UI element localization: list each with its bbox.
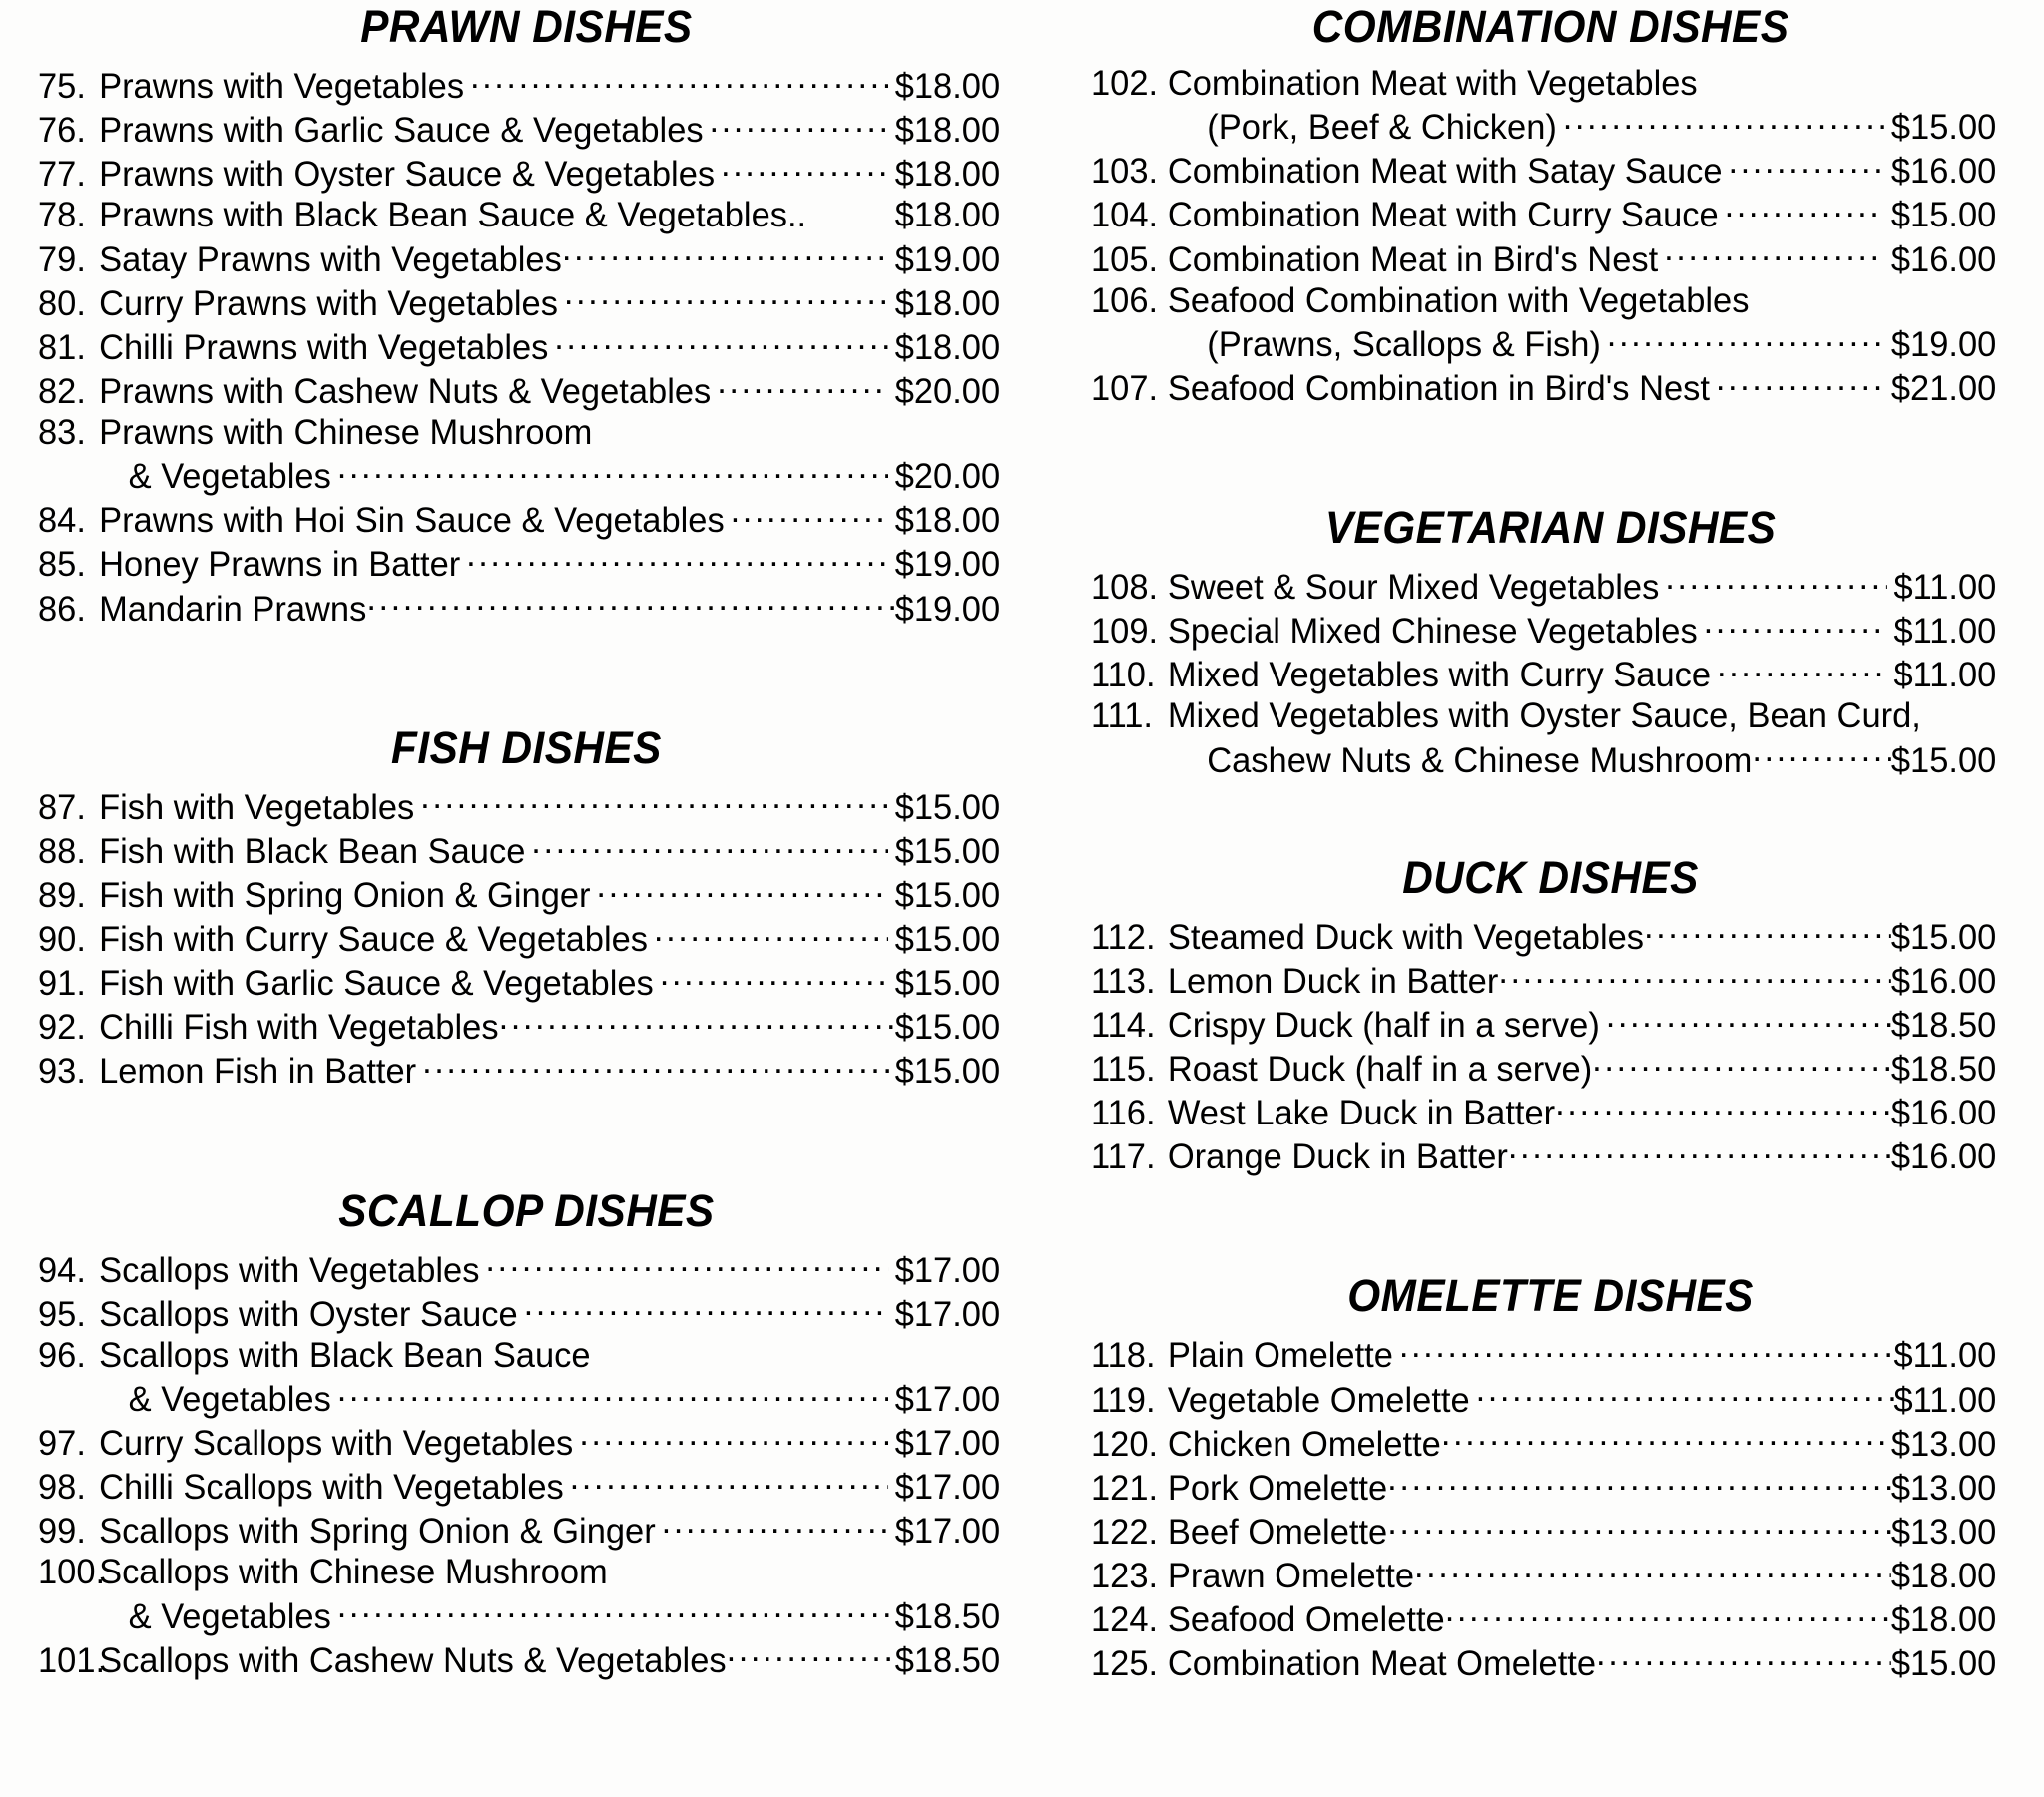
item-number: 115. (1090, 1050, 1156, 1089)
item-name: (Pork, Beef & Chicken) (1207, 108, 1557, 148)
item-name: Prawns with Chinese Mushroom (99, 413, 593, 452)
item-number: 100. (38, 1553, 106, 1592)
item-name: Curry Prawns with Vegetables (99, 283, 558, 323)
menu-item (38, 1464, 1000, 1508)
menu-item (1091, 695, 1996, 736)
dot-leader (596, 872, 887, 907)
item-name: Seafood Omelette (1167, 1600, 1445, 1640)
section-title-combination-dishes: COMBINATION DISHES (1311, 1, 1789, 52)
dot-leader (1606, 1002, 1891, 1037)
menu-item (38, 107, 1000, 151)
item-number: 109. (1090, 612, 1158, 652)
menu-item (38, 324, 1000, 368)
item-name: Scallops with Chinese Mushroom (99, 1553, 608, 1592)
item-name: Vegetable Omelette (1167, 1380, 1470, 1420)
item-name: Combination Meat in Bird's Nest (1167, 239, 1659, 279)
dot-leader (1724, 192, 1883, 226)
item-price: $15.00 (894, 1052, 1001, 1092)
dot-leader (579, 1420, 888, 1455)
item-name: Steamed Duck with Vegetables (1167, 917, 1644, 957)
item-name: Combination Meat with Vegetables (1167, 64, 1698, 103)
menu-column-right (1027, 0, 2020, 1797)
item-number: 101. (38, 1640, 106, 1680)
section-gap (1091, 781, 2010, 855)
dot-leader (466, 541, 888, 576)
item-number: 108. (1090, 568, 1158, 607)
menu-item (38, 412, 1000, 453)
section-gap (38, 1093, 1015, 1188)
item-price: $17.00 (894, 1250, 1001, 1290)
item-name: Chilli Prawns with Vegetables (99, 327, 549, 367)
item-name: Beef Omelette (1167, 1512, 1388, 1552)
item-name: Lemon Fish in Batter (99, 1052, 417, 1092)
menu-item (1091, 1596, 1996, 1640)
item-price: $16.00 (1890, 1094, 1997, 1133)
item-name: Mixed Vegetables with Oyster Sauce, Bean Curd, (1167, 696, 1921, 736)
dot-leader (1592, 1046, 1891, 1081)
item-name: Satay Prawns with Vegetables (99, 239, 562, 279)
item-name: Roast Duck (half in a serve) (1167, 1050, 1593, 1089)
dot-leader (337, 453, 888, 488)
item-name: Curry Scallops with Vegetables (99, 1424, 574, 1463)
item-price: $18.00 (1890, 1557, 1997, 1595)
item-number: 79. (38, 239, 86, 279)
section-title-duck-dishes: DUCK DISHES (1402, 851, 1699, 903)
item-number: 75. (38, 67, 86, 106)
menu-item (38, 151, 1000, 195)
dot-leader (1563, 104, 1884, 139)
dot-leader (1752, 737, 1891, 772)
item-price: $20.00 (894, 457, 1001, 497)
item-number: 78. (38, 196, 86, 235)
item-name: Prawns with Black Bean Sauce & Vegetables.. (99, 196, 807, 235)
dot-leader (660, 960, 888, 995)
menu-item (1091, 564, 1996, 608)
item-number: 111. (1090, 696, 1153, 736)
item-list-duck-dishes (1091, 914, 2010, 1178)
dot-leader (554, 324, 888, 359)
item-number: 76. (38, 111, 86, 151)
menu-item (38, 960, 1000, 1004)
dot-leader (422, 1048, 895, 1083)
item-price: $15.00 (1890, 1644, 1997, 1684)
item-number: 80. (38, 283, 86, 323)
item-number: 89. (38, 875, 86, 915)
dot-leader (1387, 1509, 1891, 1544)
item-name: Mandarin Prawns (99, 589, 367, 629)
item-number: 82. (38, 371, 86, 411)
item-name: Chilli Scallops with Vegetables (99, 1468, 564, 1508)
menu-item (38, 1552, 1000, 1592)
dot-leader (1475, 1377, 1893, 1412)
item-number: 92. (38, 1008, 86, 1048)
menu-item (1091, 1465, 1996, 1509)
item-price: $15.00 (1890, 917, 1997, 957)
dot-leader (1703, 608, 1886, 643)
menu-item-continuation (1091, 321, 1996, 365)
item-price: $15.00 (1890, 108, 1997, 148)
item-number: 121. (1090, 1468, 1158, 1508)
item-number: 84. (38, 501, 86, 541)
item-price: $11.00 (1893, 1380, 1997, 1420)
section-title-fish-dishes: FISH DISHES (391, 721, 662, 773)
section-title-prawn-dishes: PRAWN DISHES (360, 1, 693, 52)
menu-item (1091, 236, 1996, 280)
item-number: 99. (38, 1512, 86, 1552)
item-price: $18.50 (894, 1640, 1001, 1680)
item-name: Lemon Duck in Batter (1167, 961, 1499, 1001)
item-number: 114. (1090, 1005, 1156, 1045)
dot-leader (1665, 564, 1886, 599)
item-number: 110. (1090, 656, 1156, 695)
item-name: Combination Meat Omelette (1167, 1644, 1596, 1684)
dot-leader (564, 280, 888, 315)
item-name: Orange Duck in Batter (1167, 1137, 1508, 1177)
menu-item (1091, 1332, 1996, 1376)
item-price: $18.00 (894, 501, 1001, 541)
item-name: Fish with Black Bean Sauce (99, 831, 526, 871)
dot-leader (1399, 1332, 1894, 1367)
item-name: Seafood Combination with Vegetables (1167, 280, 1750, 320)
dot-leader (1414, 1553, 1891, 1587)
item-price: $18.00 (894, 111, 1001, 151)
menu-item (38, 916, 1000, 960)
dot-leader (470, 63, 888, 98)
item-price: $11.00 (1893, 568, 1997, 607)
item-number: 124. (1090, 1600, 1158, 1640)
item-price: $15.00 (894, 787, 1001, 827)
menu-item (38, 828, 1000, 872)
item-name: Honey Prawns in Batter (99, 545, 461, 585)
menu-item (38, 497, 1000, 541)
dot-leader (1498, 958, 1891, 993)
dot-leader (1387, 1465, 1891, 1500)
item-number: 102. (1090, 64, 1158, 103)
dot-leader (731, 497, 888, 532)
item-price: $19.00 (1890, 324, 1997, 364)
menu-item (38, 1048, 1000, 1092)
item-name: Prawns with Vegetables (99, 67, 465, 106)
item-price: $18.50 (1890, 1050, 1997, 1089)
item-name: Fish with Vegetables (99, 787, 415, 827)
item-name: Special Mixed Chinese Vegetables (1167, 612, 1698, 652)
item-number: 112. (1090, 917, 1156, 957)
item-price: $18.50 (894, 1596, 1001, 1636)
menu-item (1091, 1377, 1996, 1421)
item-price: $11.00 (1893, 1336, 1997, 1376)
item-name: & Vegetables (128, 1379, 331, 1419)
dot-leader (1644, 914, 1891, 949)
menu-item (1091, 1133, 1996, 1177)
dot-leader (1508, 1133, 1891, 1168)
dot-leader (499, 1004, 895, 1039)
item-name: Seafood Combination in Bird's Nest (1167, 368, 1710, 408)
item-list-omelette-dishes (1091, 1332, 2010, 1684)
dot-leader (1555, 1090, 1891, 1124)
item-price: $15.00 (894, 875, 1001, 915)
item-price: $19.00 (894, 589, 1001, 629)
menu-item (38, 236, 1000, 280)
item-name: Fish with Curry Sauce & Vegetables (99, 920, 649, 959)
item-name: Prawns with Oyster Sauce & Vegetables (99, 155, 716, 195)
item-price: $15.00 (894, 964, 1001, 1004)
item-price: $13.00 (1890, 1424, 1997, 1464)
menu-item (1091, 1640, 1996, 1684)
item-number: 83. (38, 413, 86, 452)
item-number: 122. (1090, 1512, 1158, 1552)
item-number: 87. (38, 787, 86, 827)
menu-item (38, 1247, 1000, 1291)
item-number: 91. (38, 964, 86, 1004)
item-name: Scallops with Cashew Nuts & Vegetables (99, 1640, 727, 1680)
item-name: Cashew Nuts & Chinese Mushroom (1207, 740, 1753, 780)
item-name: Crispy Duck (half in a serve) (1167, 1005, 1600, 1045)
item-price: $15.00 (894, 1008, 1001, 1048)
item-name: West Lake Duck in Batter (1167, 1094, 1556, 1133)
item-number: 118. (1090, 1336, 1156, 1376)
menu-item (38, 1004, 1000, 1048)
item-name: (Prawns, Scallops & Fish) (1207, 324, 1601, 364)
item-price: $16.00 (1890, 239, 1997, 279)
dot-leader (570, 1464, 888, 1499)
item-name: Combination Meat with Satay Sauce (1167, 152, 1723, 192)
item-name: Mixed Vegetables with Curry Sauce (1167, 656, 1711, 695)
item-price: $18.00 (894, 155, 1001, 195)
menu-item (1091, 1509, 1996, 1553)
item-list-scallop-dishes (38, 1247, 1015, 1681)
section-title-vegetarian-dishes: VEGETARIAN DISHES (1324, 502, 1777, 553)
item-price: $18.00 (1890, 1600, 1997, 1640)
dot-leader (562, 236, 888, 271)
item-number: 123. (1090, 1557, 1158, 1595)
dot-leader (1441, 1421, 1891, 1456)
section-combination-dishes (1091, 0, 2010, 409)
item-number: 90. (38, 920, 86, 959)
item-number: 86. (38, 589, 86, 629)
dot-leader (1607, 321, 1884, 356)
menu-item (38, 872, 1000, 916)
menu-item (1091, 1421, 1996, 1465)
item-number: 103. (1090, 152, 1158, 192)
menu-item (38, 280, 1000, 324)
dot-leader (1596, 1640, 1891, 1675)
item-number: 81. (38, 327, 86, 367)
item-price: $16.00 (1890, 1137, 1997, 1177)
item-name: Chicken Omelette (1167, 1424, 1441, 1464)
menu-item-continuation (1091, 737, 1996, 781)
dot-leader (366, 586, 894, 621)
section-gap (1091, 1177, 2010, 1273)
item-price: $18.00 (894, 283, 1001, 323)
item-name: & Vegetables (128, 457, 331, 497)
item-name: Sweet & Sour Mixed Vegetables (1167, 568, 1660, 607)
dot-leader (531, 828, 888, 863)
dot-leader (337, 1593, 895, 1628)
menu-item (38, 195, 1000, 235)
item-price: $11.00 (1893, 612, 1997, 652)
menu-item (1091, 148, 1996, 192)
menu-item (1091, 192, 1996, 235)
item-name: Prawns with Cashew Nuts & Vegetables (99, 371, 712, 411)
item-number: 105. (1090, 239, 1158, 279)
dot-leader (727, 1637, 895, 1672)
item-price: $17.00 (894, 1379, 1001, 1419)
menu-item (1091, 365, 1996, 409)
dot-leader (1664, 236, 1884, 271)
dot-leader (1716, 365, 1884, 400)
dot-leader (717, 368, 888, 403)
dot-leader (420, 784, 888, 819)
menu-item-continuation (38, 1593, 1000, 1637)
menu-item (38, 1335, 1000, 1376)
item-number: 106. (1090, 280, 1158, 320)
item-name: Combination Meat with Curry Sauce (1167, 196, 1719, 235)
item-number: 104. (1090, 196, 1158, 235)
section-title-scallop-dishes: SCALLOP DISHES (338, 1184, 715, 1236)
section-scallop-dishes (38, 1184, 1015, 1681)
dot-leader (485, 1247, 887, 1282)
item-number: 125. (1090, 1644, 1158, 1684)
item-name: Chilli Fish with Vegetables (99, 1008, 499, 1048)
section-vegetarian-dishes (1090, 502, 2010, 781)
item-price: $17.00 (894, 1468, 1001, 1508)
dot-leader (662, 1508, 888, 1543)
item-price: $17.00 (894, 1512, 1001, 1552)
item-number: 116. (1090, 1094, 1156, 1133)
section-duck-dishes (1090, 851, 2010, 1178)
item-list-fish-dishes (38, 784, 1015, 1093)
item-list-combination-dishes (1091, 63, 2010, 409)
menu-item (1091, 1553, 1996, 1596)
dot-leader (654, 916, 888, 951)
menu-item (1091, 958, 1996, 1002)
menu-item (38, 586, 1000, 630)
item-price: $18.00 (894, 67, 1001, 106)
menu-item-continuation (1091, 104, 1996, 148)
item-name: Scallops with Spring Onion & Ginger (99, 1512, 656, 1552)
item-number: 93. (38, 1052, 86, 1092)
menu-column-left (24, 0, 1027, 1797)
item-name: Fish with Spring Onion & Ginger (99, 875, 591, 915)
section-fish-dishes (38, 721, 1015, 1093)
menu-item-continuation (38, 453, 1000, 497)
menu-item (38, 1291, 1000, 1335)
item-price: $15.00 (894, 920, 1001, 959)
item-name: Fish with Garlic Sauce & Vegetables (99, 964, 654, 1004)
item-list-vegetarian-dishes (1091, 564, 2010, 781)
item-number: 96. (38, 1335, 86, 1375)
item-number: 77. (38, 155, 86, 195)
menu-item (1091, 1002, 1996, 1046)
item-name: Plain Omelette (1167, 1336, 1393, 1376)
item-price: $21.00 (1890, 368, 1997, 408)
menu-item (1091, 608, 1996, 652)
item-price: $11.00 (1893, 656, 1997, 695)
dot-leader (337, 1376, 888, 1411)
menu-item (38, 63, 1000, 107)
menu-item (38, 1637, 1000, 1681)
item-price: $18.00 (894, 196, 1001, 235)
item-price: $19.00 (894, 545, 1001, 585)
dot-leader (710, 107, 888, 142)
menu-item (38, 1508, 1000, 1552)
item-price: $16.00 (1890, 961, 1997, 1001)
menu-item (1091, 914, 1996, 958)
section-prawn-dishes (38, 0, 1015, 630)
item-number: 98. (38, 1468, 86, 1508)
item-price: $17.00 (894, 1424, 1001, 1463)
item-name: Prawn Omelette (1167, 1557, 1414, 1595)
item-name: Scallops with Vegetables (99, 1250, 480, 1290)
menu-item (1091, 1046, 1996, 1090)
item-number: 94. (38, 1250, 86, 1290)
dot-leader (1728, 148, 1884, 183)
dot-leader (1717, 652, 1887, 686)
item-number: 117. (1090, 1137, 1156, 1177)
item-number: 95. (38, 1294, 86, 1334)
item-price: $13.00 (1890, 1468, 1997, 1508)
menu-item (38, 368, 1000, 412)
item-number: 119. (1090, 1380, 1156, 1420)
item-number: 120. (1090, 1424, 1158, 1464)
menu-item (38, 541, 1000, 585)
item-price: $13.00 (1890, 1512, 1997, 1552)
item-price: $15.00 (894, 831, 1001, 871)
item-number: 85. (38, 545, 86, 585)
section-gap (1091, 409, 2010, 505)
item-price: $15.00 (1890, 740, 1997, 780)
menu-item (1091, 652, 1996, 695)
item-name: & Vegetables (128, 1596, 331, 1636)
item-price: $19.00 (894, 239, 1001, 279)
menu-item (38, 1420, 1000, 1464)
item-name: Prawns with Garlic Sauce & Vegetables (99, 111, 704, 151)
item-price: $18.50 (1890, 1005, 1997, 1045)
menu-item (38, 784, 1000, 828)
item-name: Scallops with Black Bean Sauce (99, 1335, 591, 1375)
item-number: 107. (1090, 368, 1158, 408)
item-number: 88. (38, 831, 86, 871)
menu-item (1091, 280, 1996, 321)
item-name: Scallops with Oyster Sauce (99, 1294, 518, 1334)
section-gap (38, 630, 1015, 725)
section-omelette-dishes (1090, 1270, 2010, 1684)
menu-item-continuation (38, 1376, 1000, 1420)
item-price: $17.00 (894, 1294, 1001, 1334)
item-price: $16.00 (1890, 152, 1997, 192)
section-title-omelette-dishes: OMELETTE DISHES (1347, 1270, 1754, 1322)
item-list-prawn-dishes (38, 63, 1015, 630)
item-name: Pork Omelette (1167, 1468, 1388, 1508)
item-price: $18.00 (894, 327, 1001, 367)
menu-item (1091, 1090, 1996, 1133)
item-price: $15.00 (1890, 196, 1997, 235)
dot-leader (1445, 1596, 1891, 1631)
dot-leader (524, 1291, 888, 1326)
item-number: 113. (1090, 961, 1156, 1001)
item-number: 97. (38, 1424, 86, 1463)
dot-leader (721, 151, 888, 186)
menu-item (1091, 63, 1996, 104)
item-price: $20.00 (894, 371, 1001, 411)
item-name: Prawns with Hoi Sin Sauce & Vegetables (99, 501, 725, 541)
